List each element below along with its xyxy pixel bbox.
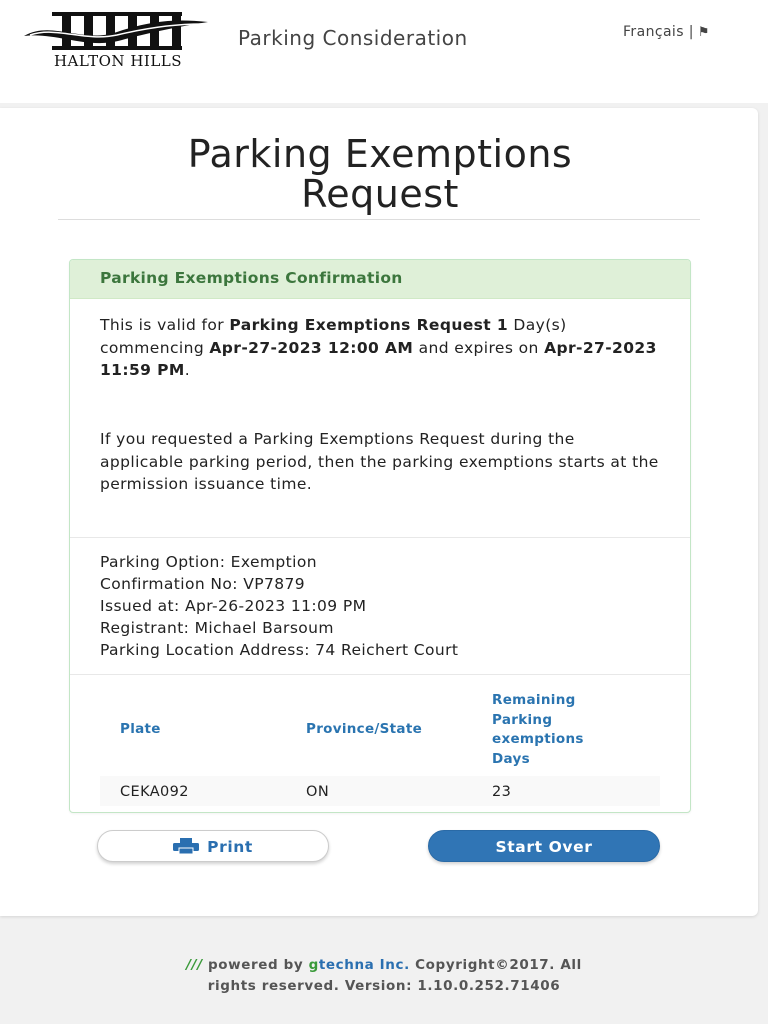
copyright-text: Copyright©2017. All: [415, 957, 582, 973]
cell-remaining-days: 23: [492, 784, 512, 800]
gtechna-mark-icon: ///: [186, 957, 203, 973]
language-switch-link[interactable]: [623, 24, 710, 40]
header-remaining-line: Days: [492, 750, 530, 767]
cell-province: ON: [306, 784, 330, 800]
issued-at: Issued at: Apr-26-2023 11:09 PM: [100, 597, 367, 615]
cell-plate: CEKA092: [120, 784, 189, 800]
header-remaining-line: Remaining: [492, 692, 576, 708]
parking-address: Parking Location Address: 74 Reichert Court: [100, 641, 459, 659]
title-divider: [58, 219, 700, 220]
confirmation-panel: [69, 259, 691, 813]
header-plate: Plate: [120, 721, 161, 737]
validity-request: Parking Exemptions Request 1: [229, 316, 509, 334]
brand-g: g: [308, 957, 319, 973]
print-button[interactable]: [97, 830, 329, 862]
validity-text: [100, 314, 660, 382]
issuance-note: If you requested a Parking Exemptions Request during the applicable parking period, then the parking exemptions starts at the permission issuance time.: [100, 430, 659, 493]
section-divider: [70, 674, 690, 675]
page-title: [60, 134, 700, 214]
header-remaining: [492, 691, 584, 769]
gtechna-link[interactable]: [309, 957, 410, 973]
header-province: Province/State: [306, 721, 423, 737]
powered-by-text: powered by: [208, 957, 304, 973]
confirmation-number: Confirmation No: VP7879: [100, 575, 306, 593]
page-title-line1: Parking Exemptions: [187, 132, 573, 176]
language-label: Français |: [623, 24, 694, 40]
start-over-button[interactable]: Start Over: [428, 830, 660, 862]
footer: [0, 955, 768, 997]
print-label: Print: [207, 838, 253, 856]
page-title-line2: Request: [301, 172, 459, 216]
brand-rest: techna Inc.: [318, 957, 410, 973]
footer-line1: [0, 955, 768, 976]
panel-heading: [70, 260, 690, 299]
top-bar: [0, 0, 768, 103]
header-remaining-line: Parking: [492, 711, 553, 728]
validity-t3: and expires on: [413, 338, 545, 357]
validity-t4: .: [184, 361, 191, 379]
section-divider: [70, 537, 690, 538]
validity-end: Apr-27-2023 11:59 PM: [100, 338, 657, 379]
panel-heading-text: Parking Exemptions Confirmation: [100, 269, 403, 287]
main-card: [0, 108, 758, 916]
flag-icon: ⚑: [697, 25, 710, 40]
parking-option: Parking Option: Exemption: [100, 553, 317, 571]
printer-icon: [173, 838, 199, 854]
validity-t1: This is valid for: [100, 316, 230, 334]
validity-start: Apr-27-2023 12:00 AM: [209, 338, 414, 357]
registrant: Registrant: Michael Barsoum: [100, 619, 334, 637]
halton-hills-logo[interactable]: [22, 10, 212, 72]
header-remaining-line: exemptions: [492, 731, 584, 747]
logo-mark-icon: [22, 10, 212, 54]
logo-text: HALTON HILLS: [53, 52, 183, 70]
validity-t2: Day(s) commencing: [100, 316, 567, 357]
footer-line2: rights reserved. Version: 1.10.0.252.71406: [207, 978, 561, 994]
app-title: Parking Consideration: [238, 26, 468, 50]
